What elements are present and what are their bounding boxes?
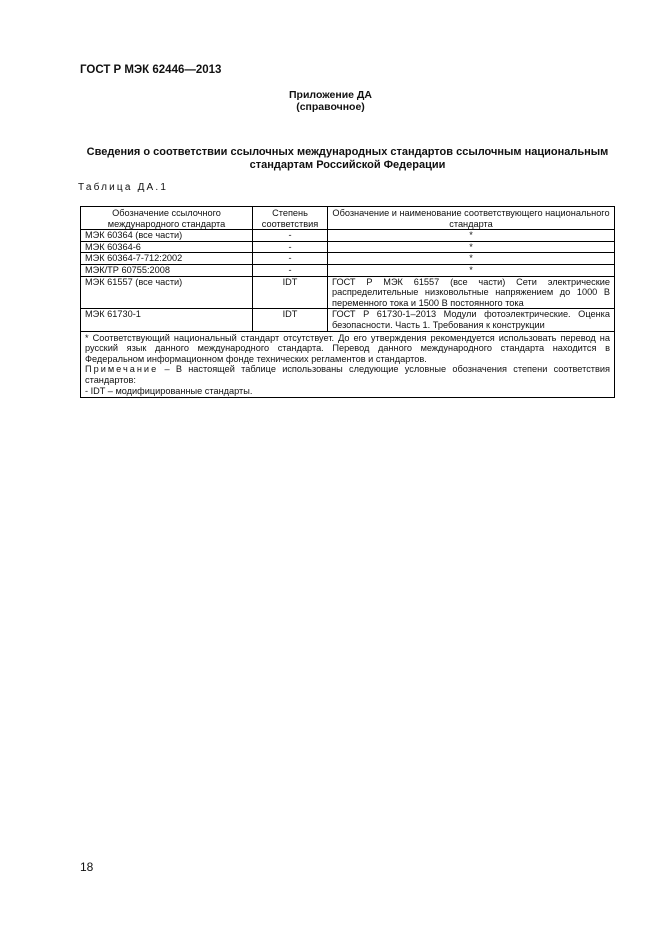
cell-national: ГОСТ Р 61730-1–2013 Модули фотоэлектрические. Оценка безопасности. Часть 1. Требования к конструкции	[328, 309, 615, 331]
column-header-degree: Степень соответствия	[253, 207, 328, 230]
table-row	[81, 309, 615, 331]
footnote-text: * Соответствующий национальный стандарт отсутствует. До его утверждения рекомендуется использовать перевод на русский язык данного международного стандарта. Перевод данного международного стандарта находится в Федеральном информационном фонде технических регламентов и стандартов.	[85, 332, 610, 364]
cell-reference: МЭК 61730-1	[81, 309, 253, 331]
cell-reference: МЭК 60364 (все части)	[81, 230, 253, 242]
cell-degree: IDT	[253, 276, 328, 309]
cell-national: *	[328, 253, 615, 265]
cell-reference: МЭК 60364-6	[81, 241, 253, 253]
cell-national: *	[328, 264, 615, 276]
note-paragraph	[85, 364, 610, 385]
table-row	[81, 241, 615, 253]
cell-degree: -	[253, 253, 328, 265]
table-footnote-row	[81, 331, 615, 398]
cell-reference: МЭК 60364-7-712:2002	[81, 253, 253, 265]
cell-reference: МЭК/ТР 60755:2008	[81, 264, 253, 276]
table-header-row	[81, 207, 615, 230]
correspondence-table	[80, 206, 615, 398]
table-footnote-cell	[81, 331, 615, 398]
appendix-title: Приложение ДА	[289, 89, 372, 101]
cell-national: *	[328, 230, 615, 242]
table-row	[81, 230, 615, 242]
column-header-national: Обозначение и наименование соответствующего национального стандарта	[328, 207, 615, 230]
table-row	[81, 276, 615, 309]
note-text: – В настоящей таблице использованы следующие условные обозначения степени соответствия стандартов:	[85, 364, 610, 385]
column-header-reference: Обозначение ссылочного международного стандарта	[81, 207, 253, 230]
cell-degree: -	[253, 230, 328, 242]
table-row	[81, 253, 615, 265]
cell-degree: -	[253, 241, 328, 253]
note-item: - IDT – модифицированные стандарты.	[85, 385, 253, 396]
section-title: Сведения о соответствии ссылочных международных стандартов ссылочным национальным стандартам Российской Федерации	[86, 146, 609, 171]
appendix-subtitle: (справочное)	[296, 101, 365, 113]
cell-degree: -	[253, 264, 328, 276]
page-number: 18	[80, 860, 94, 874]
cell-degree: IDT	[253, 309, 328, 331]
note-label: Примечание	[85, 364, 159, 375]
cell-national: *	[328, 241, 615, 253]
document-header: ГОСТ Р МЭК 62446—2013	[80, 64, 222, 76]
cell-national: ГОСТ Р МЭК 61557 (все части) Сети электрические распределительные низковольтные напряжением до 1000 В переменного тока и 1500 В постоянного тока	[328, 276, 615, 309]
table-caption: Таблица ДА.1	[78, 182, 169, 193]
table-row	[81, 264, 615, 276]
cell-reference: МЭК 61557 (все части)	[81, 276, 253, 309]
